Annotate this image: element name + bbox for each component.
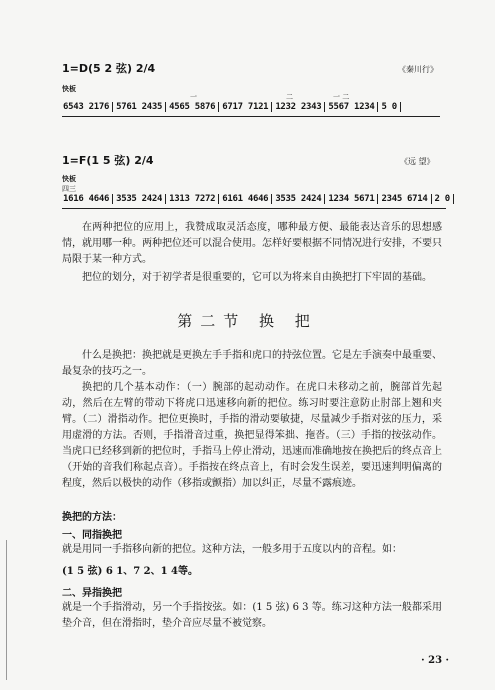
measure: 3535 2424 — [272, 194, 325, 204]
method1-title: 一、同指换把 — [62, 530, 122, 541]
methods-label: 换把的方法： — [62, 512, 122, 523]
measure: 6717 7121 — [219, 102, 272, 112]
measure: 6161 4646 — [219, 194, 272, 204]
measure: 5761 2435 — [113, 102, 166, 112]
score2-measures — [60, 194, 454, 204]
measure: 4565 5876 — [166, 102, 219, 112]
score2-source: 《远 望》 — [400, 157, 435, 166]
page-number: · 23 · — [421, 655, 449, 666]
score1-key: 1=D(5 2 弦) 2/4 — [62, 62, 156, 75]
measure: 2345 6714 — [378, 194, 431, 204]
section-heading: 第二节 换 把 — [177, 312, 318, 330]
method2-text: 就是一个手指滑动，另一个手指按弦。如：(1 5 弦) 6 3 等。练习这种方法一般都采用垫介音，但在滑指时，垫介音应尽量不被觉察。 — [62, 602, 442, 629]
score2-underline — [62, 208, 446, 209]
score2-tempo: 快板 — [62, 174, 76, 183]
score2-key: 1=F(1 5 弦) 2/4 — [62, 154, 154, 167]
measure: 1232 2343 — [272, 102, 325, 112]
score1-tempo: 快板 — [62, 84, 76, 93]
method1-example: (1 5 弦) 6 1、7 2、1 4等。 — [62, 566, 199, 577]
measure: 1616 4646 — [60, 194, 113, 204]
page-edge — [6, 540, 7, 680]
score1-source: 《秦川行》 — [398, 65, 438, 74]
score1-fingering-marks: 一 二 一 二 — [190, 93, 350, 101]
measure: 2 0 — [432, 194, 454, 204]
measure: 1234 5671 — [325, 194, 378, 204]
score1-underline — [62, 116, 440, 117]
method2-title: 二、异指换把 — [62, 588, 122, 599]
measure: 3535 2424 — [113, 194, 166, 204]
score2-pre-mark: 四三 — [62, 185, 76, 193]
paragraph-1: 在两种把位的应用上，我赞成取灵活态度，哪种最方便、最能表达音乐的思想感情，就用哪一种。两种把位还可以混合使用。怎样好要根据不同情况进行安排，不要只局限于某一种方式。 — [62, 222, 442, 265]
paragraph-3: 什么是换把：换把就是更换左手手指和虎口的持弦位置。它是左手演奏中最重要、最复杂的技巧之一。 — [62, 350, 442, 377]
paragraph-4: 换把的几个基本动作：（一）腕部的起动动作。在虎口未移动之前，腕部首先起动，然后在左臂的带动下将虎口迅速移向新的把位。练习时要注意防止肘部上翘和夹臂。（二）滑指动作。把位更换时，手指的滑动要敏捷，尽量减少手指对弦的压力，采用虚滑的方法。否则，手指滑音过重，换把显得笨拙、拖沓。（三）手指的按弦动作。当虎口已经移到新的把位时，手指马上停止滑动，迅速而准确地按在换把后的终点音上（开始的音我们称起点音）。手指按在终点音上，有时会发生误差，要迅速判明偏离的程度，然后以极快的动作（移指或颤指）加以纠正，尽量不露痕迹。 — [62, 382, 442, 489]
measure: 5567 1234 — [325, 102, 378, 112]
score1-measures — [60, 102, 401, 112]
method1-text: 就是用同一手指移向新的把位。这种方法，一般多用于五度以内的音程。如： — [62, 544, 402, 555]
measure: 5 0 — [378, 102, 400, 112]
measure: 1313 7272 — [166, 194, 219, 204]
paragraph-2: 把位的划分，对于初学者是很重要的，它可以为将来自由换把打下牢固的基础。 — [82, 272, 432, 283]
measure: 6543 2176 — [60, 102, 113, 112]
